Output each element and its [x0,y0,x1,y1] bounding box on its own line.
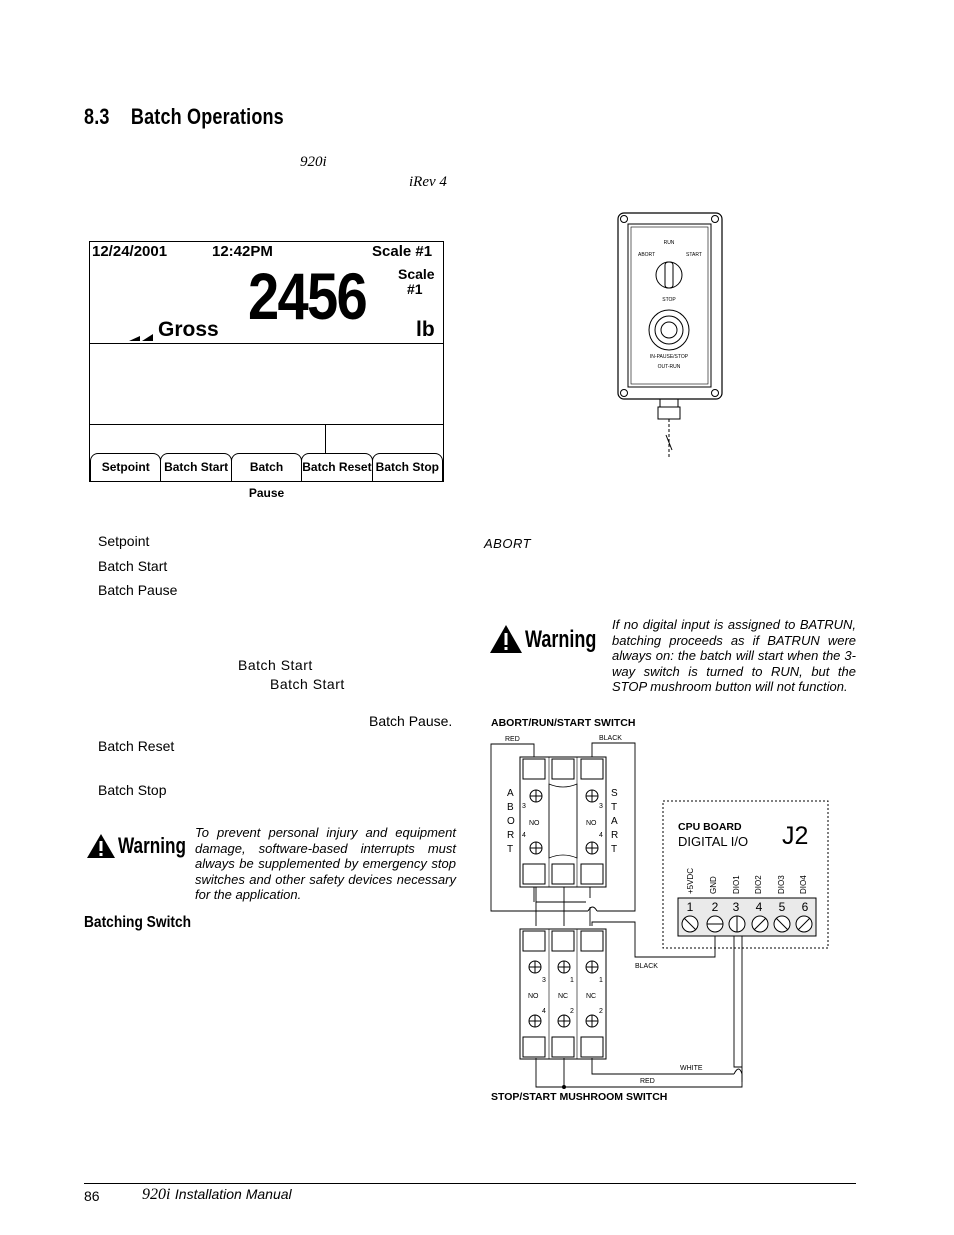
start-letter: T [611,844,618,855]
contact-n-3b: 3 [599,803,603,810]
contact-b-1a: 1 [570,977,574,984]
display-scale-side: Scale [398,266,435,282]
batching-switch-illustration [614,210,726,460]
footer-page-number: 86 [84,1188,100,1204]
switch-start-label: START [686,252,702,258]
abort-letter: T [507,844,514,855]
warning-left-label: Warning [118,833,187,858]
switch2-title: STOP/START MUSHROOM SWITCH [491,1091,668,1103]
display-scale-side-num: #1 [407,281,423,297]
label-batch-pause-inline: Batch Pause. [369,713,453,729]
warning-left-text: To prevent personal injury and equipment damage, software-based interrupts must always be supplemented by emergency stop switches and other safety devices necessary for the application. [195,825,456,903]
softkey-bar [90,453,443,500]
pin-number: 4 [755,900,763,914]
pin-label: DIO4 [799,875,808,894]
label-batch-start: Batch Start [98,558,168,574]
switch1-title: ABORT/RUN/START SWITCH [491,717,636,729]
abort-letter: A [507,788,514,799]
display-divider-v [325,424,326,454]
start-letter: R [611,830,619,841]
wire-black-top: BLACK [599,735,622,742]
cpu-board-label: CPU BOARD [678,821,742,833]
contact-no-a: NO [529,820,540,827]
contact-b-nc-a: NC [558,993,569,1000]
abort-letter: R [507,830,515,841]
intro-revision: iRev 4 [409,174,447,190]
contact-b-2b: 2 [599,1008,603,1015]
wiring-diagram [480,712,840,1112]
footer-rule [84,1183,856,1184]
pin-label: DIO1 [732,875,741,894]
pin-number: 5 [778,900,786,914]
display-date: 12/24/2001 [92,243,168,260]
contact-b-3: 3 [542,977,546,984]
pin-label: DIO2 [754,875,763,894]
contact-b-no: NO [528,993,539,1000]
pin-number: 2 [711,900,719,914]
contact-b-1b: 1 [599,977,603,984]
intro-product: 920i [300,154,327,170]
start-letter: S [611,788,618,799]
display-divider [90,343,443,344]
start-letter: A [611,816,618,827]
wire-red-bottom: RED [640,1078,655,1085]
display-weight: 2456 [248,259,367,333]
contact-n-4a: 4 [522,832,526,839]
softkey-batch-start[interactable]: Batch Start [160,453,231,481]
contact-no-b: NO [586,820,597,827]
section-title: Batch Operations [130,104,284,129]
start-letters [611,788,618,855]
display-unit: lb [416,318,435,341]
switch-bottom-label-1: IN-PAUSE/STOP [649,354,689,360]
pin-label: DIO3 [777,875,786,894]
label-batch-pause: Batch Pause [98,582,178,598]
lcd-display [89,241,444,500]
softkey-batch-stop[interactable]: Batch Stop [372,453,443,481]
section-number: 8.3 [84,104,110,129]
pin-number: 3 [732,900,740,914]
switch-stop-label: STOP [662,297,676,303]
subsection-title: Batching Switch [84,914,192,931]
softkey-batch-pause[interactable]: Batch Pause [231,453,302,481]
warning-right-label: Warning [525,626,597,653]
display-time: 12:42PM [212,243,273,260]
warning-triangle-icon-right [489,624,523,654]
contact-n-4b: 4 [599,832,603,839]
wire-black-mid: BLACK [635,963,658,970]
switch-bottom-label-2: OUT-RUN [657,364,681,370]
display-divider-2 [90,424,443,425]
warning-right-text: If no digital input is assigned to BATRUN, batching proceeds as if BATRUN were always on: the batch will start when the 3-way switch is turned to RUN, but the STOP mushroom button will not function. [612,617,856,695]
warning-triangle-icon [86,833,116,859]
abort-letters [507,788,515,855]
switch-run-label: RUN [663,240,675,246]
digital-io-label: DIGITAL I/O [678,834,749,849]
pin-number: 1 [686,900,694,914]
stop-start-mushroom-switch [520,929,606,1059]
pin-number: 6 [801,900,809,914]
footer-manual: Installation Manual [174,1186,292,1202]
contact-b-nc-b: NC [586,993,597,1000]
gross-indicator-icon [128,330,154,342]
display-mode: Gross [158,318,219,341]
footer-title [142,1186,292,1204]
wire-red-top: RED [505,736,520,743]
start-letter: T [611,802,618,813]
label-batch-stop: Batch Stop [98,782,167,798]
connector-j2: J2 [782,822,809,850]
display-scale-header: Scale #1 [372,243,433,260]
abort-letter: O [507,816,515,827]
cpu-board [663,801,828,948]
softkey-setpoint[interactable]: Setpoint [90,453,161,481]
footer-product: 920i [142,1186,171,1203]
label-batch-start-inline: Batch Start [238,657,313,673]
contact-b-4: 4 [542,1008,546,1015]
label-batch-reset: Batch Reset [98,738,175,754]
contact-n-3a: 3 [522,803,526,810]
wire-white: WHITE [680,1065,703,1072]
label-batch-start-inline-2: Batch Start [270,676,345,692]
softkey-batch-reset[interactable]: Batch Reset [301,453,372,481]
pin-label: GND [709,876,718,894]
contact-b-2a: 2 [570,1008,574,1015]
section-heading [84,104,284,130]
switch-abort-label: ABORT [638,252,656,258]
abort-word: ABORT [484,536,532,551]
abort-run-start-switch [520,757,606,887]
pin-label: +5VDC [686,867,695,894]
label-setpoint: Setpoint [98,533,150,549]
abort-letter: B [507,802,514,813]
